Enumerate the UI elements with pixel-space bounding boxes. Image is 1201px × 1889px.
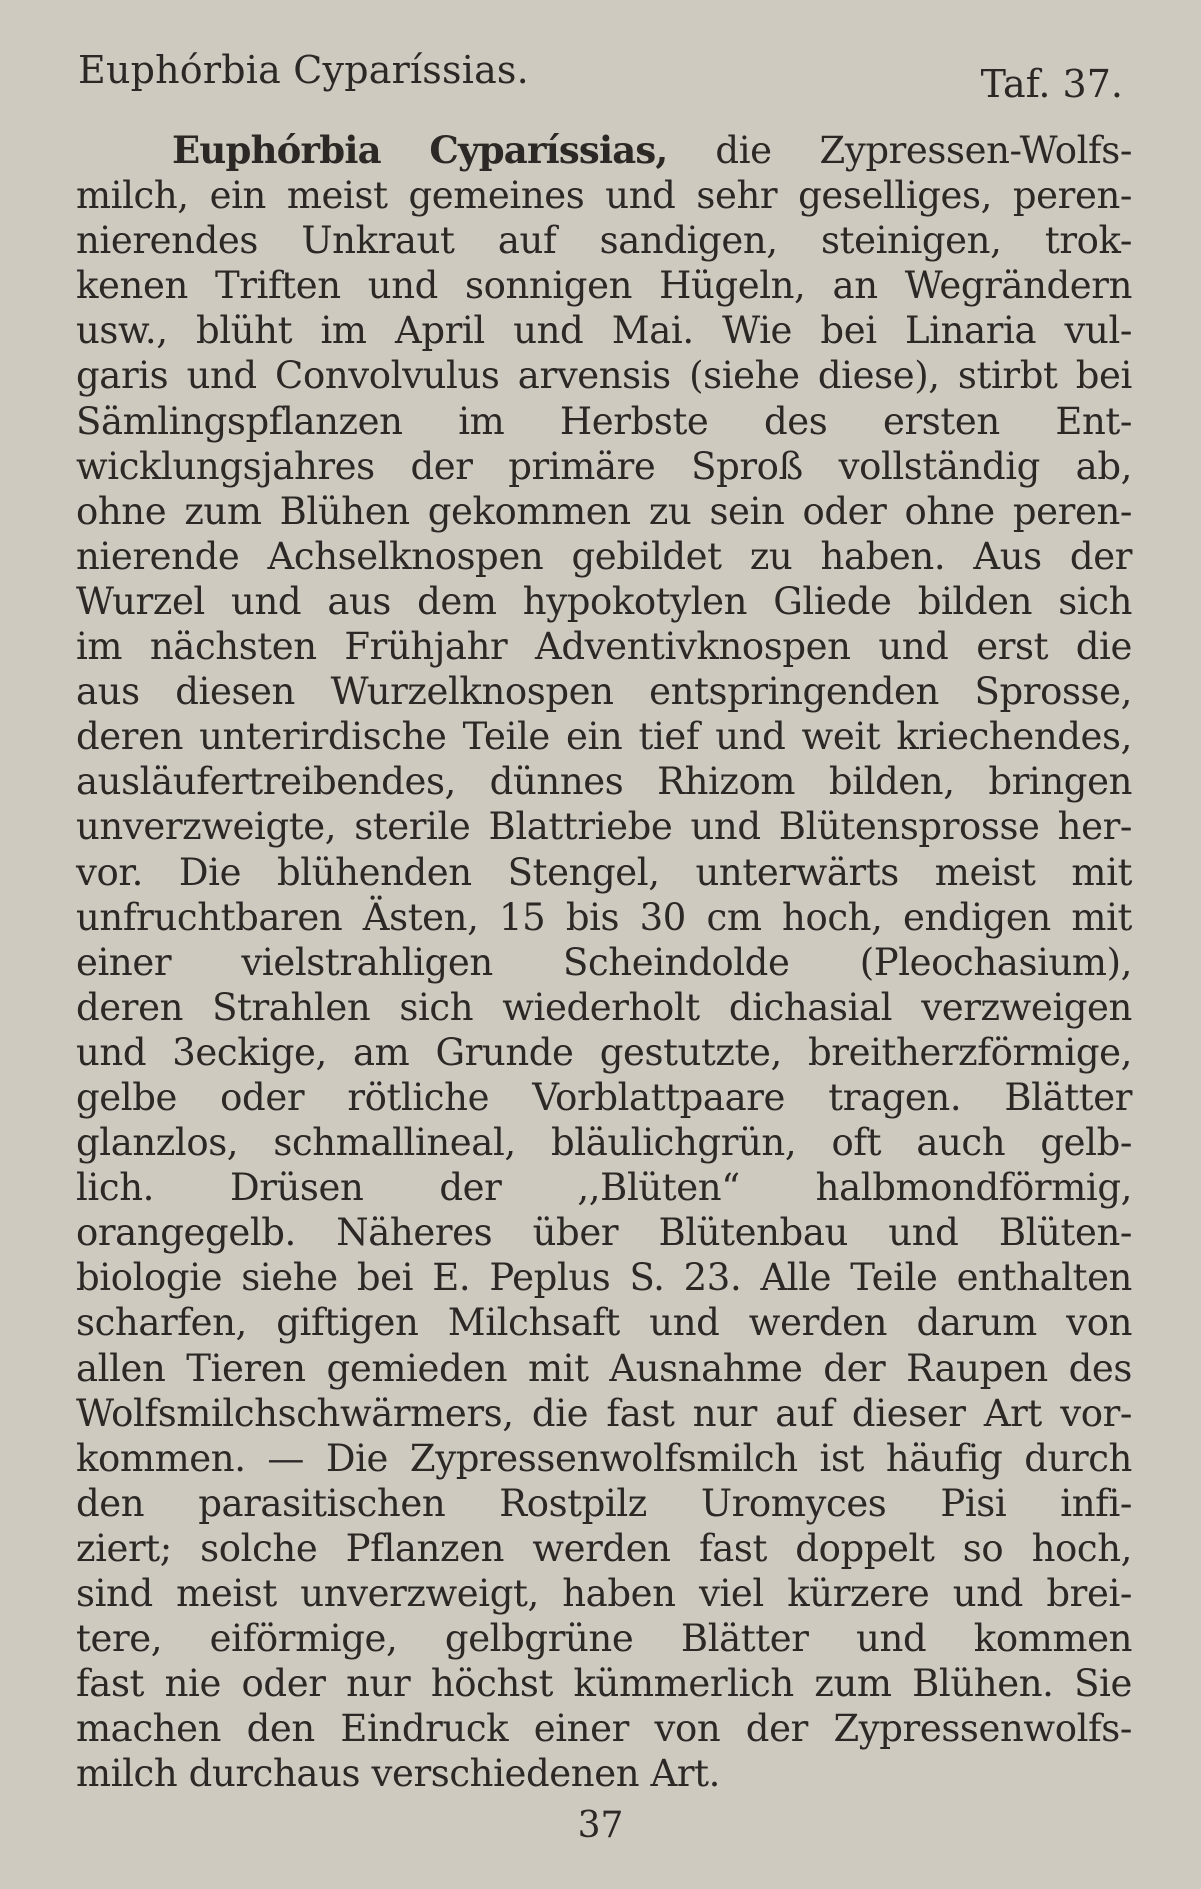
plate-number: Taf. 37. <box>980 62 1123 106</box>
text-line: wicklungsjahres der primäre Sproß vollständig ab, <box>76 444 1132 488</box>
text-line: Wolfsmilchschwärmers, die fast nur auf dieser Art vor- <box>76 1391 1132 1435</box>
text-line: tere, eiförmige, gelbgrüne Blätter und kommen <box>76 1617 1132 1661</box>
text-line: milch durchaus verschiedenen Art. <box>76 1752 720 1796</box>
text-line: aus diesen Wurzelknospen entspringenden Sprosse, <box>76 670 1132 714</box>
running-head: Euphórbia Cyparíssias. <box>78 48 529 92</box>
body-text <box>76 128 1132 1796</box>
text-line: kommen. — Die Zypressenwolfsmilch ist häufig durch <box>76 1436 1132 1480</box>
text-line: vor. Die blühenden Stengel, unterwärts meist mit <box>76 850 1132 894</box>
text-line: im nächsten Frühjahr Adventivknospen und erst die <box>76 625 1132 669</box>
text-line: machen den Eindruck einer von der Zypressenwolfs- <box>76 1707 1132 1751</box>
text-line: unfruchtbaren Ästen, 15 bis 30 cm hoch, endigen mit <box>76 895 1132 939</box>
text-line: ziert; solche Pflanzen werden fast doppelt so hoch, <box>76 1526 1132 1570</box>
text-line: garis und Convolvulus arvensis (siehe diese), stirbt bei <box>76 354 1132 398</box>
text-line: deren Strahlen sich wiederholt dichasial verzweigen <box>76 985 1132 1029</box>
text-line: einer vielstrahligen Scheindolde (Pleochasium), <box>76 940 1132 984</box>
lead-rest: die Zypressen-Wolfs- <box>667 129 1132 172</box>
text-line: orangegelb. Näheres über Blütenbau und Blüten- <box>76 1211 1132 1255</box>
text-lines <box>76 173 1132 1796</box>
text-line: fast nie oder nur höchst kümmerlich zum Blühen. Sie <box>76 1662 1132 1706</box>
text-line: nierendes Unkraut auf sandigen, steinigen, trok- <box>76 219 1132 263</box>
text-line: deren unterirdische Teile ein tief und weit kriechendes, <box>76 715 1132 759</box>
text-line: glanzlos, schmallineal, bläulichgrün, oft auch gelb- <box>76 1121 1132 1165</box>
text-line: nierende Achselknospen gebildet zu haben. Aus der <box>76 534 1132 578</box>
text-line: den parasitischen Rostpilz Uromyces Pisi infi- <box>76 1481 1132 1525</box>
text-line: Wurzel und aus dem hypokotylen Gliede bilden sich <box>76 579 1132 623</box>
text-line: unverzweigte, sterile Blattriebe und Blütensprosse her- <box>76 805 1132 849</box>
species-name: Euphórbia Cyparíssias, <box>172 128 668 172</box>
text-line: ohne zum Blühen gekommen zu sein oder ohne peren- <box>76 489 1132 533</box>
text-line: gelbe oder rötliche Vorblattpaare tragen. Blätter <box>76 1075 1132 1119</box>
text-line: milch, ein meist gemeines und sehr geselliges, peren- <box>76 174 1132 218</box>
text-line: kenen Triften und sonnigen Hügeln, an Wegrändern <box>76 264 1132 308</box>
text-line: scharfen, giftigen Milchsaft und werden darum von <box>76 1301 1132 1345</box>
text-line-first <box>76 128 1132 173</box>
text-line: biologie siehe bei E. Peplus S. 23. Alle Teile enthalten <box>76 1256 1132 1300</box>
text-line: ausläufertreibendes, dünnes Rhizom bilden, bringen <box>76 760 1132 804</box>
text-line: und 3eckige, am Grunde gestutzte, breitherzförmige, <box>76 1030 1132 1074</box>
page-number: 37 <box>577 1805 624 1846</box>
text-line: usw., blüht im April und Mai. Wie bei Linaria vul- <box>76 309 1132 353</box>
text-line: Sämlingspflanzen im Herbste des ersten Ent- <box>76 399 1132 443</box>
text-line: allen Tieren gemieden mit Ausnahme der Raupen des <box>76 1346 1132 1390</box>
text-line: lich. Drüsen der ,,Blüten“ halbmondförmig, <box>76 1166 1132 1210</box>
text-line: sind meist unverzweigt, haben viel kürzere und brei- <box>76 1572 1132 1615</box>
